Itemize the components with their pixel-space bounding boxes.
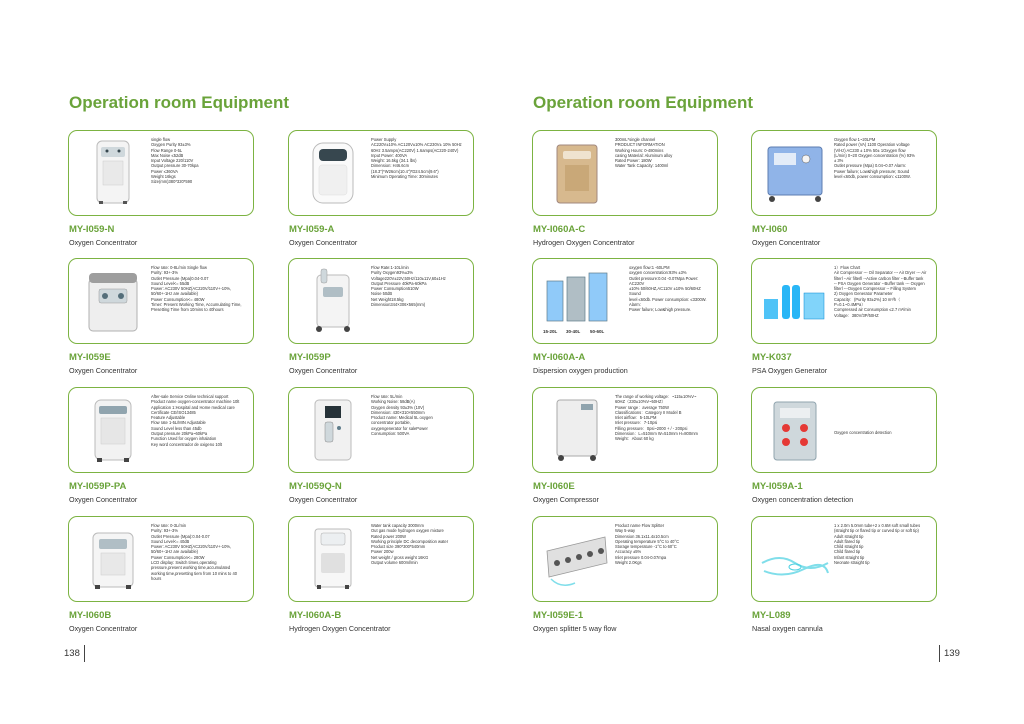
product-card xyxy=(288,516,474,602)
product-name: Hydrogen Oxygen Concentrator xyxy=(289,624,391,633)
spec-text: The range of working voltage：~115±10%V~ 60HZ（230±10%V~50HZ） Power range：average 750W Classifications：Category II Model B Inlet airflow：5-10LPM Inlet pressure：7-10psi Filling pressure：0psi~2000 + / - 200psi Dimension：L=510mm W=510mm H=800mm Weight：About 60 kg xyxy=(615,394,698,442)
spec-text: 1 x 2.0m 5.0mm tube+2 x 0.6M soft small tubes (straight tip or flared tip or curved tip or soft tip) Adult straight tip Adult flared tip Child straight tip Child flared tip Infant straight tip Neonate straight tip xyxy=(834,523,921,566)
oxygen-concentrator-image xyxy=(77,137,147,209)
product-card xyxy=(532,387,718,473)
model-number: MY-K037 xyxy=(752,352,792,363)
spec-text: Oxygen concentration detection xyxy=(834,430,892,435)
spec-text: Oxygen flow 1~20LPM Rated power (VA) 1100 Operation voltage (V/Hz) AC230 ± 10% 50± 1Oxygen flow (L/min) 0~20 Oxygen concentration (%) 93% ± 3% Outlet pressure (Mpa) 0.04~0.07 Alarm: Power failure; Low&high pressure; Sound level ≤60db, power consumption: ≤1100W. xyxy=(834,137,915,180)
product-name: Nasal oxygen cannula xyxy=(752,624,823,633)
product-card xyxy=(532,130,718,216)
page-divider xyxy=(84,645,85,662)
spec-text: Flow rate: 0-3L/min Purity: 93+-3% Outlet Pressure (Mpa):0.04-0.07 Sound Level<= 40dB Power: AC230V 50HZ(AC220V/110V+-10%, 50/60+-1Hz are available) Power Consumption<= 280W LCD display: Switch times,operating pressure,present working time,accumulated working time,presetting tiem from 10 mins to 40 hours xyxy=(151,523,238,581)
product-name: Oxygen Concentrator xyxy=(69,624,138,633)
product-name: Oxygen Concentrator xyxy=(69,238,138,247)
product-name: Oxygen Concentrator xyxy=(289,495,358,504)
spec-text: Power Supply AC220V±10% AC120V±10% AC230V± 10% 50Hz 60Hz 3.5amps(AC220V) 1.6amps(AC220-240V) Input Power: 400VA Weight: 16.5kg (34.1 lbs) Dimension: H46.6cm (18.3")*W26cm(10.4")*D24.5cm(9.6") Minimum Operating Time: 30minutes xyxy=(371,137,462,180)
product-card xyxy=(532,258,718,344)
product-name: Oxygen Concentrator xyxy=(752,238,821,247)
model-number: MY-I059A-1 xyxy=(752,481,803,492)
page-number-right: 139 xyxy=(944,648,960,659)
model-number: MY-I060B xyxy=(69,610,112,621)
spec-text: 300mL*single channel PRODUCT INFORMATION Working Hours: 0-480mins casing Material: Aluminum alloy Rated Power: 180W Water Tank Capacity: 1400ml xyxy=(615,137,673,169)
product-card xyxy=(288,258,474,344)
spec-text: single flow Oxygen Purity 93±3% Flow Range 0-5L Max Noise ≤52dB Input Voltage 220/110V Output pressure 30-70kpa Power ≤360VA Weight 16kgs Size(mm)380*320*590 xyxy=(151,137,199,185)
product-name: Oxygen splitter 5 way flow xyxy=(533,624,617,633)
product-card xyxy=(68,387,254,473)
model-number: MY-I060A-A xyxy=(533,352,586,363)
spec-text: Water tank capacity 3000mm Out gas mode hydrogen oxygen mixture Rated power 200W Working principle DC decomposition water Product size 390*300*540mm Power 200w Net weight / gross weight 16KG Output volume 600ml/min xyxy=(371,523,449,566)
oxygen-concentrator-image xyxy=(77,394,147,466)
hydrogen-oxygen-concentrator-image xyxy=(297,523,367,595)
model-number: MY-I060A-C xyxy=(533,224,586,235)
capacity-label: 50-60L xyxy=(590,329,605,334)
product-card xyxy=(288,130,474,216)
product-card xyxy=(751,258,937,344)
dispersion-oxygen-image xyxy=(541,265,611,337)
oxygen-splitter-image xyxy=(541,523,611,595)
model-number: MY-I060 xyxy=(752,224,788,235)
product-card xyxy=(68,258,254,344)
product-card xyxy=(68,516,254,602)
oxygen-detector-image xyxy=(760,394,830,466)
page-title-left: Operation room Equipment xyxy=(69,93,290,112)
product-card xyxy=(68,130,254,216)
oxygen-concentrator-image xyxy=(297,265,367,337)
capacity-label: 15-20L xyxy=(543,329,558,334)
model-number: MY-I059-A xyxy=(289,224,335,235)
oxygen-compressor-image xyxy=(541,394,611,466)
product-name: Oxygen Concentrator xyxy=(289,366,358,375)
model-number: MY-I059E-1 xyxy=(533,610,584,621)
product-name: Hydrogen Oxygen Concentrator xyxy=(533,238,635,247)
spec-text: After-sale Service Online technical support Product name oxygen-concentrator machine 10lt Application 1:Hospital and Home medical care Certificate CE/ISO13485 Feature Adjustable Flow rate 1-5L/MIN Adjustable Sound Level less than 45db Output pressure 20kPa~60kPa Function Used for oxygen inhalation Key word concentrador de oxigeno 10lt xyxy=(151,394,240,447)
hydrogen-oxygen-concentrator-image xyxy=(541,137,611,209)
psa-oxygen-generator-image xyxy=(760,265,830,337)
product-card xyxy=(751,516,937,602)
page-divider xyxy=(939,645,940,662)
model-number: MY-I059Q-N xyxy=(289,481,342,492)
page-number-left: 138 xyxy=(64,648,80,659)
model-number: MY-I059P xyxy=(289,352,331,363)
spec-text: 1）Flow Chart Air Compressor --- Oil Separator --- Air Dryer --- Air filterl --Air filterll --Active carbon filter --Buffer tank -- PSA Oxygen Generator --Buffer tank --- Oxygen filterl ---Oxygen Compressor -- Filling System 2) Oxygen Generator Parameter Capacity：(Purity 93±2%) 10 m³/h（ P=0.1~0.4MPa） Compressed air Consumption ≤2.7 m³/min Voltage：380V/3P/50HZ xyxy=(834,265,927,318)
model-number: MY-L089 xyxy=(752,610,791,621)
spec-text: Flow rate: 5L/min Working Noise: 58dB(A) Oxygen density 93±3% (10V) Dimension: 430×310×550mm Product name: Medical 5L oxygen concentrator portable, oxygengenerator for salePower Consumption: 500VA xyxy=(371,394,433,437)
product-card xyxy=(288,387,474,473)
model-number: MY-I060E xyxy=(533,481,575,492)
page-title-right: Operation room Equipment xyxy=(533,93,754,112)
product-name: Oxygen Concentrator xyxy=(69,495,138,504)
model-number: MY-I059P-PA xyxy=(69,481,127,492)
product-name: Oxygen Concentrator xyxy=(289,238,358,247)
spec-text: Flow Rate:1-10L/min Purity Oxygen93%±3% Voltage220V±22V,50Hz/110±11V,60±1Hz Output Pressure 40kPa-60kPa Power Consumption510W Noise 50dB Net Weight18.5kg Dimension344×306×565(mm) xyxy=(371,265,446,308)
nasal-cannula-image xyxy=(760,523,830,595)
product-card xyxy=(751,387,937,473)
product-name: PSA Oxygen Generator xyxy=(752,366,828,375)
model-number: MY-I060A-B xyxy=(289,610,342,621)
product-card xyxy=(532,516,718,602)
product-card xyxy=(751,130,937,216)
model-number: MY-I059-N xyxy=(69,224,115,235)
spec-text: Flow rate: 0-8L/min Single flow Purity: 93+-3% Outlet Pressure (Mpa)0.04-0.07 Sound Level<= 55dB Power: AC230V 50HZ(AC220V/110V+-10%, 50/60+-1Hz are available) Power Consumption<= 480W Timer: Present Working Time, Accumulating Time, Presetting Time from 10mins to 40hours xyxy=(151,265,242,313)
model-number: MY-I059E xyxy=(69,352,111,363)
oxygen-concentrator-image xyxy=(760,137,830,209)
product-name: Dispersion oxygen production xyxy=(533,366,628,375)
oxygen-concentrator-image xyxy=(297,394,367,466)
product-name: Oxygen Concentrator xyxy=(69,366,138,375)
oxygen-concentrator-image xyxy=(77,523,147,595)
spec-text: oxygen flow:1 -60LPM oxygen concentration:93% ±3% Outlet pressure:0.04 -0.07Mpa Power: AC220V ±10% 50/60HZ,AC110V ±10% 50/60HZ Sound level ≤60db. Power consumption: ≤3300W. Alarm: Power failure; Low&high pressure. xyxy=(629,265,707,313)
oxygen-concentrator-image xyxy=(297,137,367,209)
product-name: Oxygen concentration detection xyxy=(752,495,854,504)
capacity-label: 30-40L xyxy=(566,329,581,334)
product-name: Oxygen Compressor xyxy=(533,495,599,504)
spec-text: Product name Flow Splitter Way 5-way Dimension 36.1x11.4x10.5cm Operating temperature 5°C to 40°C Storage temperature -1°C to 60°C Accuracy ±5% Inlet pressure 0.04-0.07mpa Weight 2.0Kgs xyxy=(615,523,680,566)
oxygen-concentrator-image xyxy=(77,265,147,337)
